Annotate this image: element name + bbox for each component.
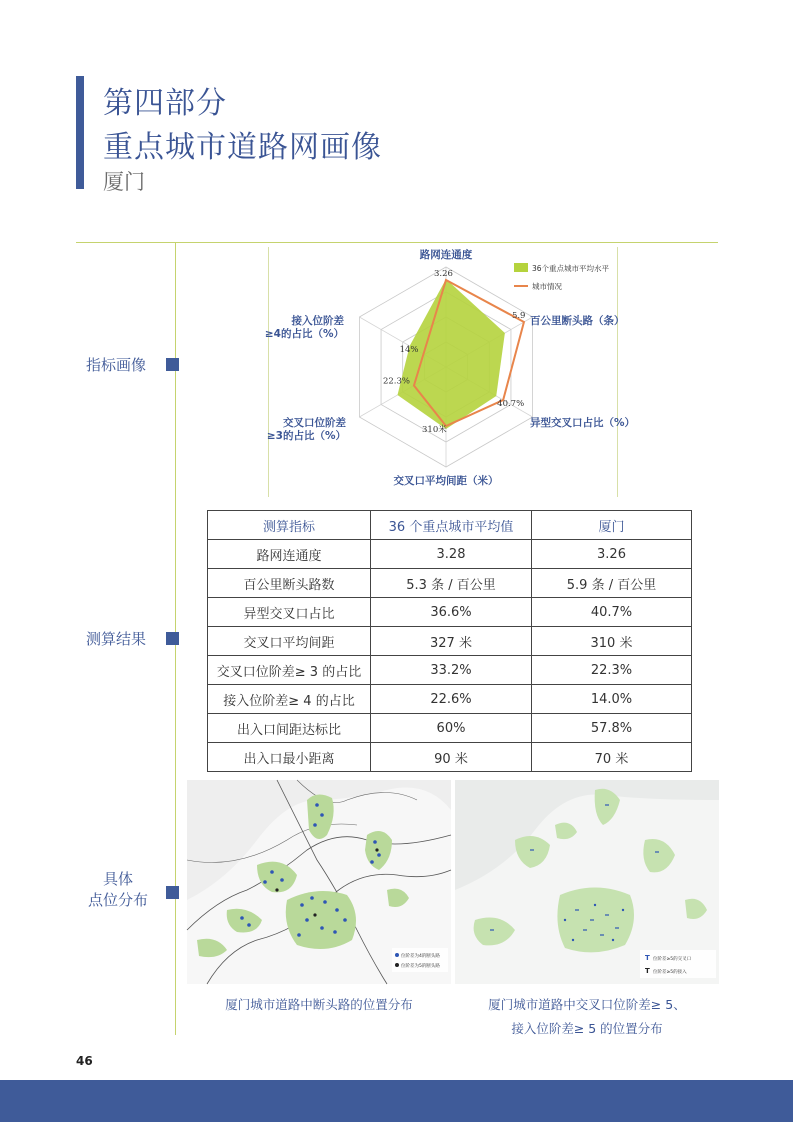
legend [514,263,610,291]
map-legend-label: 位阶差为4的断头路 [401,954,440,959]
map-legend-label: 位阶差为5的断头路 [401,964,440,969]
axis-label: 异型交叉口占比（%） [530,417,636,429]
table-cell: 22.6% [371,685,532,714]
value-label: 22.3% [382,376,410,387]
table-cell: 路网连通度 [208,540,371,569]
table-header-cell: 测算指标 [208,511,371,540]
section-marker [166,632,179,645]
table-row [208,685,692,714]
table-cell: 70 米 [532,743,692,772]
value-label: 14% [399,345,419,355]
legend-swatch-average [514,263,528,272]
section-label-results: 测算结果 [86,630,147,648]
section-marker [166,886,179,899]
table-cell: 3.26 [532,540,692,569]
table-cell: 36.6% [371,598,532,627]
section-marker [166,358,179,371]
page-title: 重点城市道路网画像 [103,130,382,165]
table-row [208,598,692,627]
horizontal-rule [76,242,718,243]
axis-label: 交叉口平均间距（米） [393,475,499,487]
axis-label: 交叉口位阶差≥3的占比（%） [266,417,346,442]
table-row [208,743,692,772]
section-label-distribution [86,868,150,910]
section-label-indicator-profile: 指标画像 [86,356,147,374]
legend-label-city: 城市情况 [532,282,562,291]
value-label: 40.7% [497,399,525,409]
axis-label: 百公里断头路（条） [530,315,625,327]
map-caption-left: 厦门城市道路中断头路的位置分布 [225,997,413,1012]
table-cell: 5.9 条 / 百公里 [532,569,692,598]
table-row [208,569,692,598]
table-row [208,714,692,743]
radar-chart [264,244,636,494]
value-label: 5.9 [511,311,526,321]
caption-line: 接入位阶差≥ 5 的位置分布 [511,1021,663,1036]
footer-band [0,1080,793,1122]
axis-label: 接入位阶差≥4的占比（%） [264,315,344,340]
city-subtitle: 厦门 [103,170,145,194]
table-cell: 60% [371,714,532,743]
section-label-line: 具体 [102,870,133,888]
table-cell: 40.7% [532,598,692,627]
map-caption-right [455,995,719,1037]
table-header-cell: 36 个重点城市平均值 [371,511,532,540]
map-legend-label: 位阶差≥5的交叉口 [653,957,692,962]
table-cell: 14.0% [532,685,692,714]
table-cell: 310 米 [532,627,692,656]
part-title: 第四部分 [103,86,227,121]
map-dead-end-roads [187,780,451,984]
table-cell: 327 米 [371,627,532,656]
axis-label: 路网连通度 [419,249,473,261]
page-number: 46 [76,1054,93,1068]
value-label: 310米 [422,425,447,435]
table-row [208,627,692,656]
table-cell: 33.2% [371,656,532,685]
map-legend-symbol: T [645,967,650,975]
map-legend-label: 位阶差≥5的接入 [653,970,687,975]
table-cell: 90 米 [371,743,532,772]
table-header-row [208,511,692,540]
table-cell: 交叉口位阶差≥ 3 的占比 [208,656,371,685]
table-row [208,656,692,685]
table-row [208,540,692,569]
table-cell: 57.8% [532,714,692,743]
table-cell: 5.3 条 / 百公里 [371,569,532,598]
section-label-line: 点位分布 [87,891,148,909]
table-cell: 接入位阶差≥ 4 的占比 [208,685,371,714]
table-cell: 出入口间距达标比 [208,714,371,743]
map-intersection-hierarchy [455,780,719,984]
title-accent-bar [76,76,84,189]
caption-line: 厦门城市道路中交叉口位阶差≥ 5、 [488,997,686,1012]
table-cell: 出入口最小距离 [208,743,371,772]
map-legend-symbol: T [645,954,650,962]
table-header-cell: 厦门 [532,511,692,540]
table-cell: 22.3% [532,656,692,685]
table-cell: 3.28 [371,540,532,569]
table-cell: 异型交叉口占比 [208,598,371,627]
table-cell: 交叉口平均间距 [208,627,371,656]
results-table [207,510,692,772]
value-label: 3.26 [434,269,453,279]
table-cell: 百公里断头路数 [208,569,371,598]
legend-label-average: 36个重点城市平均水平 [532,264,610,273]
